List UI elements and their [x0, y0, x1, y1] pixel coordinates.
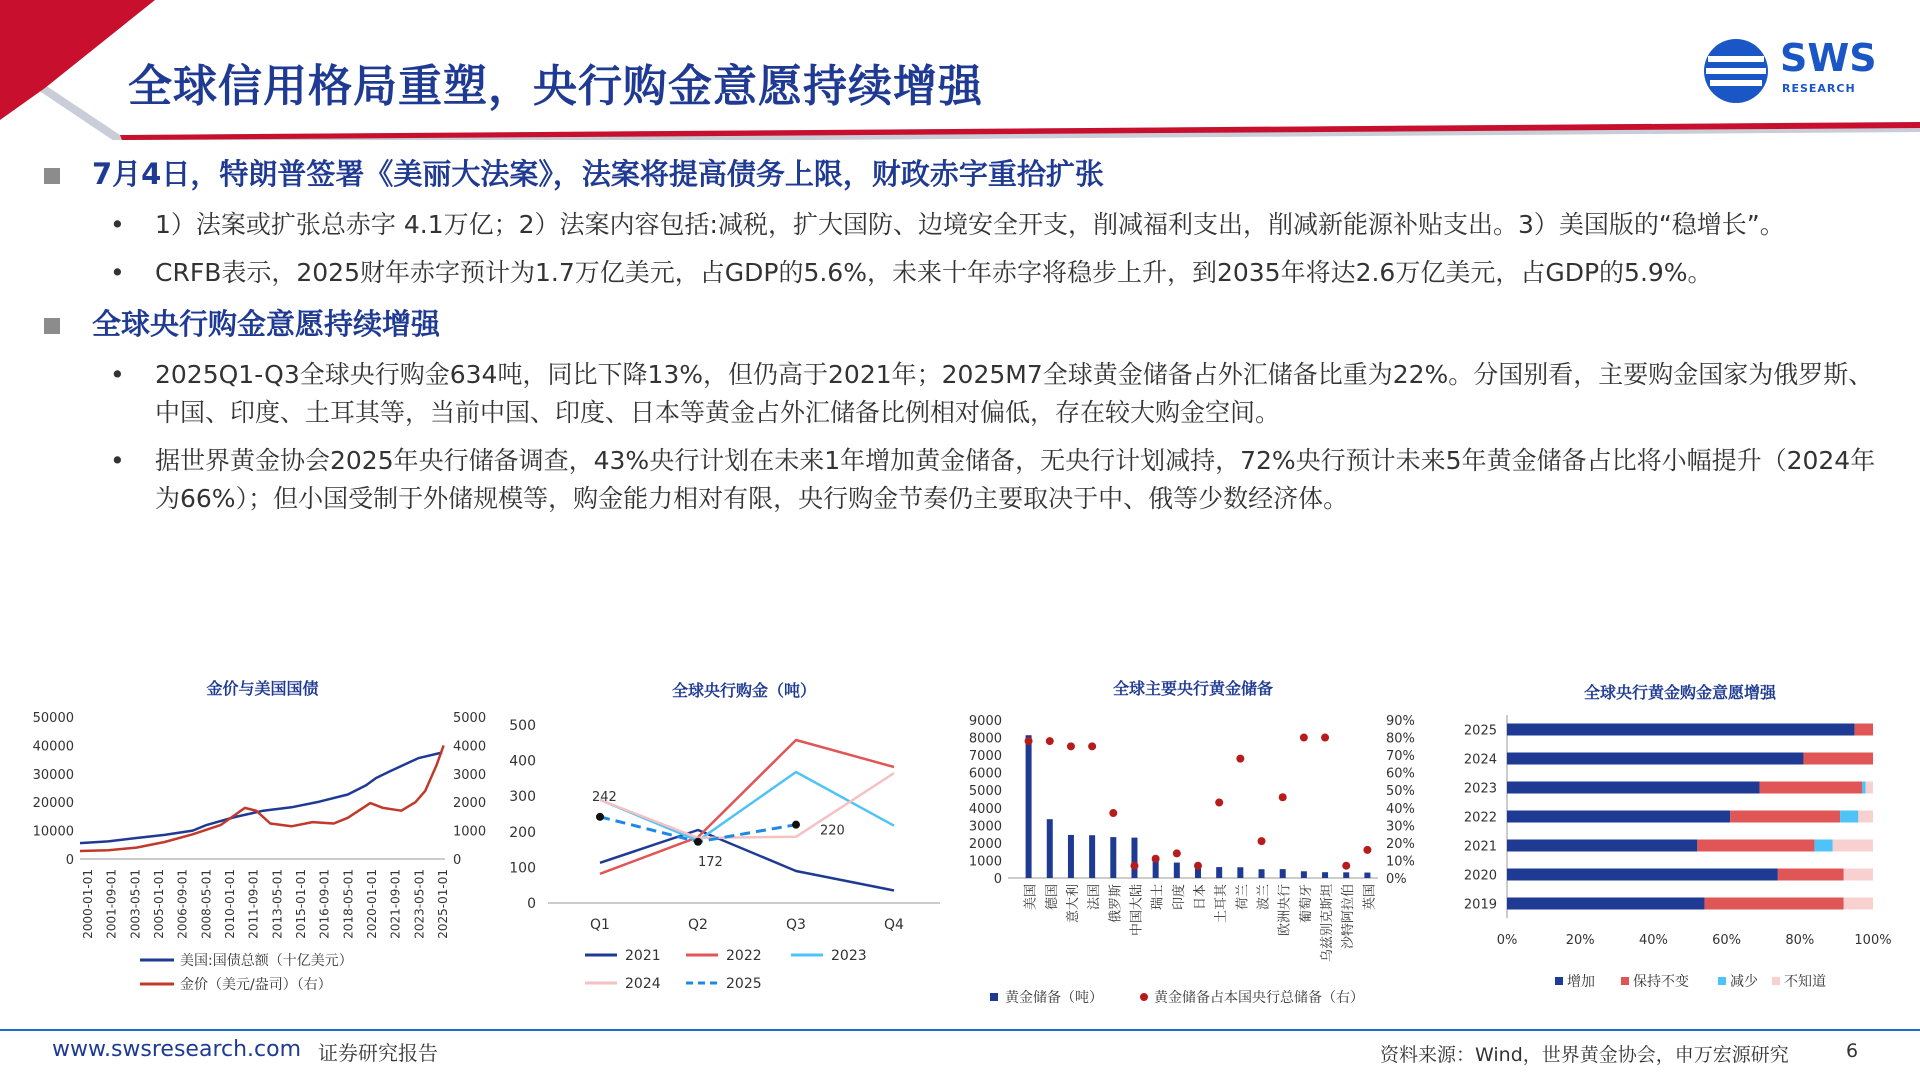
chart2-data-label: 172 [698, 854, 723, 870]
chart4-bar-segment [1507, 898, 1705, 910]
chart1-x-tick: 2000-01-01 [81, 869, 95, 939]
chart3-legend-swatch [1140, 993, 1148, 1001]
footer-divider [0, 1029, 1920, 1031]
chart1-legend-label: 金价（美元/盎司）（右） [180, 977, 332, 993]
bullet-dot-icon: • [110, 360, 125, 389]
chart4-bar-segment [1862, 782, 1866, 794]
chart3-legend-label: 黄金储备占本国央行总储备（右） [1154, 990, 1364, 1006]
chart3-y-left-tick: 0 [993, 872, 1002, 887]
chart3-scatter-point [1046, 737, 1054, 745]
bullet-text: 1）法案或扩张总赤字 4.1万亿；2）法案内容包括:减税，扩大国防、边境安全开支，削减福利支出，削减新能源补贴支出。3）美国版的“稳增长”。 [155, 210, 1785, 239]
chart1-y-left-tick: 10000 [32, 824, 74, 840]
chart4-legend-label: 减少 [1730, 974, 1758, 990]
chart3-bar [1343, 872, 1349, 878]
bullet-item [40, 356, 1880, 432]
chart3-y-left-tick: 9000 [968, 714, 1002, 729]
chart3-x-tick: 乌兹别克斯坦 [1320, 884, 1336, 963]
chart4-y-tick: 2020 [1463, 868, 1497, 884]
chart3-x-tick: 葡萄牙 [1298, 884, 1314, 924]
chart3-scatter-point [1321, 734, 1329, 742]
logo-subtext: RESEARCH [1782, 82, 1856, 95]
chart4-x-tick: 80% [1785, 933, 1815, 948]
chart1-x-tick: 2006-09-01 [175, 869, 190, 939]
section-heading-2 [40, 302, 1880, 346]
chart4-legend-swatch [1621, 977, 1629, 985]
chart2-title: 全球央行购金（吨） [671, 681, 817, 700]
chart3-scatter-point [1152, 855, 1160, 863]
chart4-bar-segment [1697, 840, 1814, 852]
chart4-bar-segment [1507, 782, 1760, 794]
section-heading-text: 7月4日，特朗普签署《美丽大法案》，法案将提高债务上限，财政赤字重拾扩张 [92, 157, 1104, 191]
chart4-bar-segment [1778, 869, 1844, 881]
bullet-text: CRFB表示，2025财年赤字预计为1.7万亿美元，占GDP的5.6%，未来十年赤字将稳步上升，到2035年将达2.6万亿美元，占GDP的5.9%。 [155, 258, 1713, 287]
chart2-legend-label: 2025 [726, 976, 762, 992]
chart3-x-tick: 沙特阿拉伯 [1341, 884, 1357, 950]
chart1-y-left-tick: 50000 [32, 711, 74, 726]
chart3-x-tick: 波兰 [1256, 884, 1272, 911]
chart2-point-marker [596, 813, 604, 821]
chart3-scatter-point [1194, 862, 1202, 870]
chart3-legend-swatch [990, 993, 998, 1001]
chart1-y-left-tick: 40000 [32, 739, 74, 755]
chart3-bar [1237, 867, 1243, 878]
chart3-scatter-point [1109, 809, 1117, 817]
chart4-legend-label: 不知道 [1784, 974, 1826, 990]
chart4-y-tick: 2019 [1463, 897, 1497, 913]
chart2-x-tick: Q4 [884, 917, 904, 933]
chart3-y-left-tick: 4000 [968, 801, 1002, 817]
chart4-x-tick: 0% [1496, 933, 1518, 948]
chart3-y-right-tick: 10% [1386, 854, 1415, 870]
chart4-legend-label: 保持不变 [1633, 974, 1689, 990]
chart1-y-right-tick: 4000 [453, 739, 487, 755]
chart3-y-left-tick: 6000 [968, 766, 1002, 782]
chart3-bar [1068, 835, 1074, 878]
chart3-y-right-tick: 50% [1386, 784, 1415, 800]
chart4-bar-segment [1855, 724, 1873, 736]
chart2-legend-label: 2024 [625, 976, 661, 992]
chart3-scatter-point [1173, 849, 1181, 857]
chart2-point-marker [694, 838, 702, 846]
chart3-x-tick: 土耳其 [1214, 884, 1230, 924]
chart3-scatter-point [1258, 837, 1266, 845]
chart1-series-line [80, 753, 442, 844]
chart4-bar-segment [1844, 898, 1873, 910]
chart4-x-tick: 40% [1638, 933, 1668, 948]
chart1-legend-label: 美国:国债总额（十亿美元） [180, 953, 353, 969]
chart4-x-tick: 100% [1854, 933, 1892, 948]
chart3-bar [1047, 819, 1053, 878]
chart3-x-tick: 意大利 [1065, 884, 1081, 924]
bullet-text: 据世界黄金协会2025年央行储备调查，43%央行计划在未来1年增加黄金储备，无央行计划减持，72%央行预计未来5年黄金储备占比将小幅提升（2024年为66%）；但小国受制于外储规模等，购金能力相对有限，央行购金节奏仍主要取决于中、俄等少数经济体。 [155, 446, 1876, 513]
chart3-x-tick: 中国大陆 [1129, 884, 1145, 937]
chart4-bar-segment [1840, 811, 1858, 823]
chart1-x-tick: 2011-09-01 [246, 869, 261, 939]
chart3-y-left-tick: 1000 [968, 854, 1002, 870]
chart2-data-label: 220 [820, 823, 845, 839]
chart4-x-tick: 60% [1712, 933, 1742, 948]
chart3-x-tick: 日本 [1193, 884, 1208, 911]
chart2-y-tick: 0 [527, 896, 536, 912]
chart3-y-left-tick: 5000 [968, 784, 1002, 800]
chart1-x-tick: 2010-01-01 [223, 869, 237, 939]
chart3-y-left-tick: 8000 [968, 731, 1002, 747]
chart3-x-tick: 美国 [1023, 884, 1039, 911]
chart3-bar [1280, 869, 1286, 878]
chart3-scatter-point [1215, 799, 1223, 807]
chart4-bar-segment [1730, 811, 1840, 823]
chart4-legend-swatch [1772, 977, 1780, 985]
chart3-x-tick: 法国 [1087, 884, 1103, 911]
chart4-legend-swatch [1718, 977, 1726, 985]
chart3-y-left-tick: 2000 [968, 836, 1002, 852]
chart4-bar-segment [1833, 840, 1873, 852]
chart4-bar-segment [1507, 869, 1778, 881]
chart1-y-left-tick: 20000 [32, 796, 74, 812]
chart1-x-tick: 2025-01-01 [436, 869, 450, 939]
chart4-bar-segment [1760, 782, 1862, 794]
chart1-x-tick: 2021-09-01 [388, 869, 403, 939]
chart3-x-tick: 俄罗斯 [1108, 884, 1124, 924]
chart4-y-tick: 2025 [1463, 723, 1497, 739]
chart2-y-tick: 400 [509, 753, 536, 770]
chart4-y-tick: 2024 [1463, 752, 1497, 768]
chart3-scatter-point [1300, 734, 1308, 742]
chart2-x-tick: Q1 [590, 917, 610, 933]
chart4-x-tick: 20% [1565, 933, 1595, 948]
chart3-bar [1089, 835, 1095, 878]
chart3-y-right-tick: 20% [1386, 836, 1415, 852]
charts-area [0, 660, 1920, 1030]
chart2-y-tick: 100 [509, 860, 536, 877]
chart4-bar-segment [1705, 898, 1844, 910]
chart1-y-right-tick: 1000 [453, 824, 487, 840]
sws-logo [1700, 36, 1900, 106]
chart3-bar [1364, 873, 1370, 878]
chart3-y-left-tick: 3000 [968, 819, 1002, 835]
bullet-item [40, 442, 1880, 518]
bullet-text: 2025Q1-Q3全球央行购金634吨，同比下降13%，但仍高于2021年；2025M7全球黄金储备占外汇储备比重为22%。分国别看，主要购金国家为俄罗斯、中国、印度、土耳其等，当前中国、印度、日本等黄金占外汇储备比例相对偏低，存在较大购金空间。 [155, 360, 1874, 427]
chart2-point-marker [792, 821, 800, 829]
chart3-bar [1110, 837, 1116, 878]
chart2-series-line [600, 830, 894, 891]
chart3-x-tick: 欧洲央行 [1277, 884, 1293, 937]
chart2-legend-label: 2022 [726, 948, 762, 964]
footer-report-label: 证券研究报告 [318, 1041, 438, 1065]
chart4-bar-segment [1507, 753, 1803, 765]
content-body [40, 152, 1880, 528]
footer-source: 资料来源：Wind，世界黄金协会，申万宏源研究 [1380, 1044, 1789, 1066]
chart1-y-right-tick: 3000 [453, 767, 487, 783]
chart4-y-tick: 2021 [1463, 839, 1497, 855]
bullet-dot-icon: • [110, 446, 125, 475]
chart1-y-right-tick: 2000 [453, 796, 487, 812]
chart2-legend-label: 2023 [831, 948, 867, 964]
chart3-scatter-point [1025, 737, 1033, 745]
chart3-scatter-point [1088, 742, 1096, 750]
chart4-y-tick: 2022 [1463, 810, 1497, 826]
chart3-bar [1259, 869, 1265, 878]
footer-url-link[interactable]: www.swsresearch.com [52, 1037, 302, 1062]
chart3-x-tick: 印度 [1171, 884, 1187, 911]
chart3-scatter-point [1279, 793, 1287, 801]
chart1-x-tick: 2018-05-01 [341, 869, 356, 939]
chart3-scatter-point [1236, 755, 1244, 763]
chart1-y-left-tick: 0 [65, 853, 74, 868]
chart1-x-tick: 2001-09-01 [104, 869, 119, 939]
section-heading-text: 全球央行购金意愿持续增强 [92, 307, 441, 341]
chart2-legend-label: 2021 [625, 948, 661, 964]
chart4-bar-segment [1803, 753, 1873, 765]
page-title: 全球信用格局重塑，央行购金意愿持续增强 [128, 61, 983, 112]
chart3-scatter-point [1363, 846, 1371, 854]
chart4-bar-segment [1507, 724, 1855, 736]
chart1-x-tick: 2020-01-01 [365, 869, 379, 939]
chart4-title: 全球央行黄金购金意愿增强 [1583, 683, 1777, 702]
chart3-bar [1174, 863, 1180, 878]
chart4-y-tick: 2023 [1463, 781, 1497, 797]
chart3-x-tick: 德国 [1044, 884, 1060, 911]
chart4-bar-segment [1866, 782, 1873, 794]
bullet-item [40, 254, 1880, 292]
chart3-bar [1301, 871, 1307, 878]
chart2-y-tick: 200 [509, 824, 536, 841]
chart2-x-tick: Q2 [688, 917, 708, 933]
chart3-y-right-tick: 30% [1386, 819, 1415, 835]
square-bullet-icon [44, 318, 60, 334]
chart3-y-right-tick: 60% [1386, 766, 1415, 782]
square-bullet-icon [44, 168, 60, 184]
chart3-y-right-tick: 80% [1386, 731, 1415, 747]
chart1-x-tick: 2023-05-01 [412, 869, 427, 939]
chart4-bar-segment [1844, 869, 1873, 881]
chart4-bar-segment [1507, 840, 1697, 852]
chart3-scatter-point [1130, 862, 1138, 870]
page-number: 6 [1846, 1040, 1859, 1062]
chart3-x-tick: 英国 [1362, 884, 1378, 911]
chart2-y-tick: 300 [509, 789, 536, 806]
chart4-bar-segment [1858, 811, 1873, 823]
chart2-x-tick: Q3 [786, 917, 806, 933]
chart1-x-tick: 2008-05-01 [199, 869, 214, 939]
bullet-dot-icon: • [110, 258, 125, 287]
chart4-bar-segment [1507, 811, 1730, 823]
chart3-scatter-point [1067, 742, 1075, 750]
chart3-bar [1026, 735, 1032, 878]
chart3-y-right-tick: 0% [1386, 872, 1407, 887]
chart1-x-tick: 2005-01-01 [152, 869, 166, 939]
section-heading-1 [40, 152, 1880, 196]
bullet-dot-icon: • [110, 210, 125, 239]
chart3-title: 全球主要央行黄金储备 [1112, 679, 1274, 698]
chart1-y-right-tick: 0 [453, 853, 462, 868]
chart2-y-tick: 500 [509, 718, 536, 734]
chart1-y-left-tick: 30000 [32, 767, 74, 783]
chart1-y-right-tick: 5000 [453, 711, 487, 726]
chart1-x-tick: 2016-09-01 [317, 869, 332, 939]
chart3-bar [1216, 867, 1222, 878]
chart3-x-tick: 瑞士 [1150, 884, 1166, 911]
chart3-y-right-tick: 70% [1386, 749, 1415, 765]
chart4-legend-label: 增加 [1567, 974, 1595, 990]
chart1-x-tick: 2015-01-01 [294, 869, 308, 939]
chart4-bar-segment [1814, 840, 1832, 852]
chart3-legend-label: 黄金储备（吨） [1005, 990, 1103, 1006]
logo-text: SWS [1780, 36, 1877, 80]
chart4-legend-swatch [1555, 977, 1563, 985]
chart3-scatter-point [1342, 862, 1350, 870]
chart3-bar [1131, 838, 1137, 878]
logo-globe-icon [1700, 36, 1772, 106]
chart1-title: 金价与美国国债 [206, 679, 319, 698]
chart3-bar [1322, 872, 1328, 878]
chart1-x-tick: 2013-05-01 [270, 869, 285, 939]
chart2-data-label: 242 [592, 789, 617, 805]
bullet-item [40, 206, 1880, 244]
chart3-y-left-tick: 7000 [968, 749, 1002, 765]
chart3-x-tick: 荷兰 [1235, 884, 1251, 911]
chart2-series-line [600, 772, 894, 841]
chart1-series-line [80, 745, 444, 851]
chart3-y-right-tick: 40% [1386, 801, 1415, 817]
chart1-x-tick: 2003-05-01 [128, 869, 143, 939]
chart3-y-right-tick: 90% [1386, 714, 1415, 729]
